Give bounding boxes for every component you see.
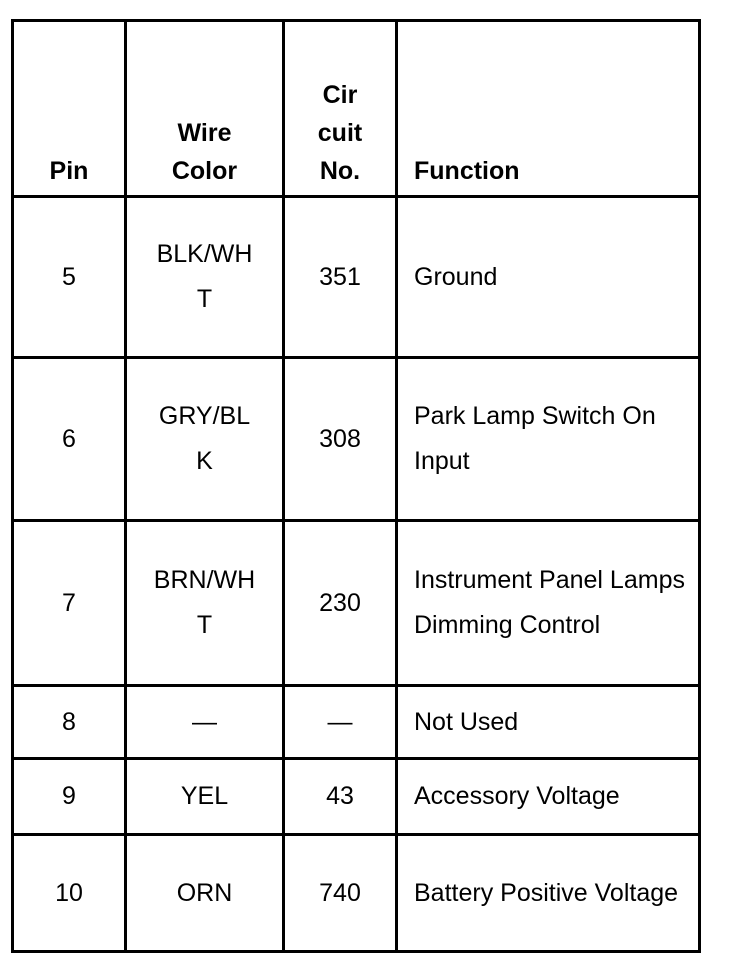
cell-circuit: 230 <box>284 521 397 686</box>
cell-pin: 6 <box>13 358 126 521</box>
cell-wire-color: YEL <box>126 759 284 835</box>
cell-wire-color: GRY/BLK <box>126 358 284 521</box>
cell-function: Ground <box>397 197 700 358</box>
cell-pin: 8 <box>13 686 126 759</box>
header-circuit-line2: cuit <box>317 119 363 147</box>
cell-wire-color: BRN/WHT <box>126 521 284 686</box>
header-wire-color <box>126 21 284 197</box>
header-circuit-line3: No. <box>319 157 361 185</box>
cell-pin: 7 <box>13 521 126 686</box>
cell-wire-color: ORN <box>126 835 284 952</box>
cell-pin: 9 <box>13 759 126 835</box>
table-header-row <box>13 21 700 197</box>
cell-function: Instrument Panel Lamps Dimming Control <box>397 521 700 686</box>
table-row <box>13 759 700 835</box>
cell-wire-color: — <box>126 686 284 759</box>
header-wire-color-line1: Wire <box>177 119 232 147</box>
header-wire-color-line2: Color <box>171 157 238 185</box>
cell-pin: 5 <box>13 197 126 358</box>
cell-circuit: 351 <box>284 197 397 358</box>
header-function <box>397 21 700 197</box>
cell-circuit: 308 <box>284 358 397 521</box>
cell-pin: 10 <box>13 835 126 952</box>
cell-function: Park Lamp Switch On Input <box>397 358 700 521</box>
header-function-label: Function <box>414 157 520 185</box>
table-row <box>13 835 700 952</box>
connector-pinout-table <box>11 19 701 953</box>
table-row <box>13 521 700 686</box>
table-row <box>13 686 700 759</box>
cell-function: Battery Positive Voltage <box>397 835 700 952</box>
table-row <box>13 358 700 521</box>
cell-function: Not Used <box>397 686 700 759</box>
cell-circuit: — <box>284 686 397 759</box>
cell-circuit: 43 <box>284 759 397 835</box>
header-pin-label: Pin <box>49 157 89 185</box>
cell-circuit: 740 <box>284 835 397 952</box>
header-circuit-line1: Cir <box>322 81 358 109</box>
cell-function: Accessory Voltage <box>397 759 700 835</box>
header-circuit-no <box>284 21 397 197</box>
header-pin <box>13 21 126 197</box>
cell-wire-color: BLK/WHT <box>126 197 284 358</box>
table-row <box>13 197 700 358</box>
